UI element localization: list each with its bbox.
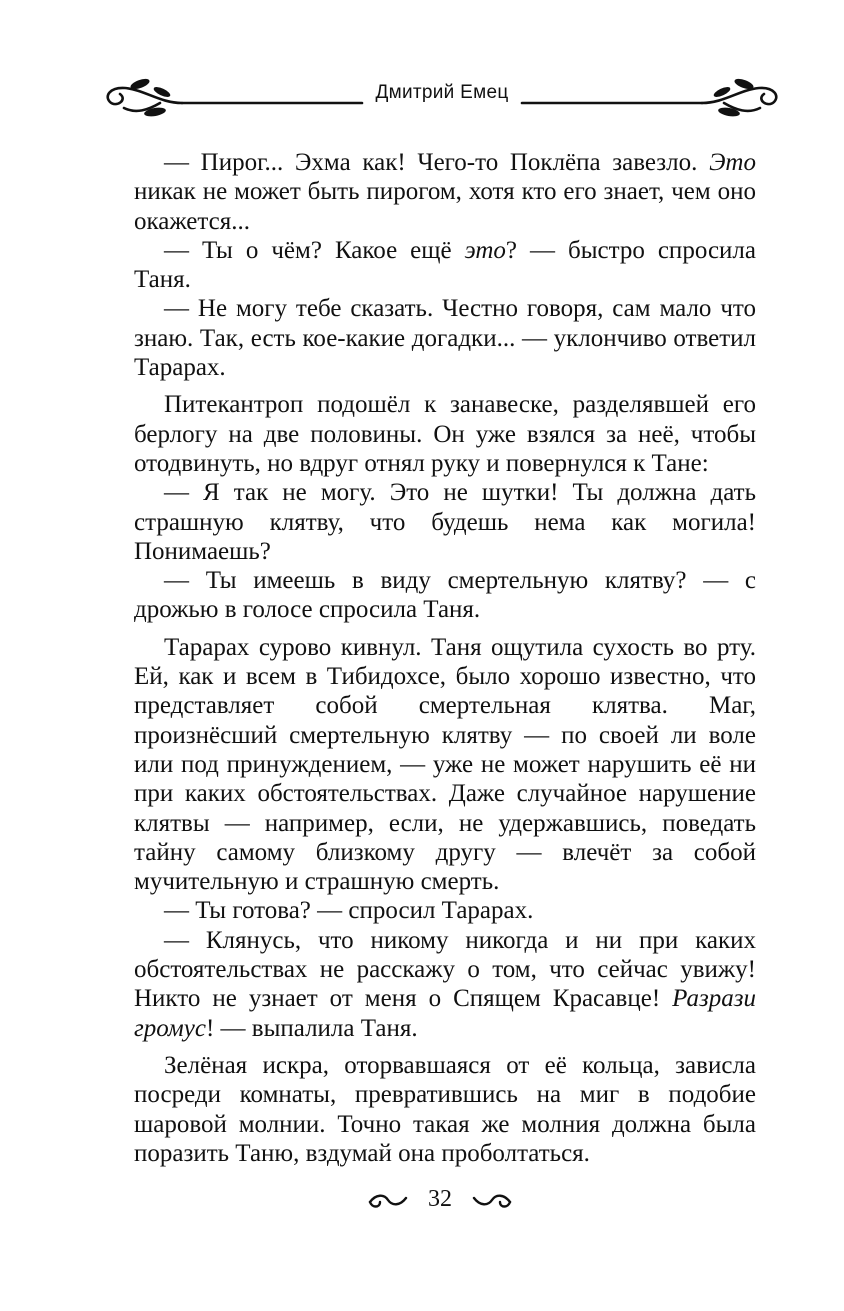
paragraph xyxy=(134,478,756,566)
running-header xyxy=(100,70,784,130)
paragraph xyxy=(134,294,756,382)
italic-text: это xyxy=(464,236,506,264)
text-run: — Не могу тебе сказать. Честно говоря, сам мало что знаю. Так, есть кое-какие догадки... — уклончиво ответил Тарарах. xyxy=(134,295,756,382)
text-run: ? — быстро спросила Таня. xyxy=(134,236,756,294)
page-footer xyxy=(360,1180,520,1220)
paragraph xyxy=(134,926,756,1043)
text-run: Питекантроп подошёл к занавеске, разделявшей его берлогу на две половины. Он уже взялся за неё, чтобы отодвинуть, но вдруг отнял руку и повернулся к Тане: xyxy=(134,391,756,477)
paragraph xyxy=(134,566,756,625)
text-run: — Пирог... Эхма как! Чего-то Поклёпа завезло. xyxy=(164,149,710,176)
italic-text: Это xyxy=(709,149,756,176)
text-run: — Я так не могу. Это не шутки! Ты должна дать страшную клятву, что будешь нема как могила! Понимаешь? xyxy=(134,479,756,565)
text-run: — Клянусь, что никому никогда и ни при каких обстоятельствах не расскажу о том, что сейчас увижу! Никто не узнает от меня о Спящем Красавце! xyxy=(134,926,756,1013)
text-run: — Ты готова? — спросил Тарарах. xyxy=(164,897,534,925)
text-run: Зелёная искра, оторвавшаяся от её кольца, зависла посреди комнаты, превратившись на миг в подобие шаровой молнии. Точно такая же молния должна была поразить Таню, вздумай она проболтаться. xyxy=(134,1051,756,1167)
text-run: Тарарах сурово кивнул. Таня ощутила сухость во рту. Ей, как и всем в Тибидохсе, было хорошо известно, что представляет собой смертельная клятва. Маг, произнёсший смертельную клятву — по своей ли воле или под принуждением, — уже не может нарушить её ни при каких обстоятельствах. Даже случайное нарушение клятвы — например, если, не удержавшись, поведать тайну самому близкому другу — влечёт за собой мучительную и страшную смерть. xyxy=(134,633,756,896)
page-number: 32 xyxy=(428,1186,452,1212)
paragraph xyxy=(134,236,756,295)
paragraph xyxy=(134,1051,756,1168)
paragraph xyxy=(134,633,756,897)
author-name: Дмитрий Емец xyxy=(375,82,509,103)
paragraph xyxy=(134,896,756,925)
text-run: — Ты о чём? Какое ещё xyxy=(164,236,465,264)
text-run: ! — выпалила Таня. xyxy=(205,1014,418,1042)
text-run: никак не может быть пирогом, хотя кто его знает, чем оно окажется... xyxy=(134,178,756,235)
paragraph xyxy=(134,390,756,478)
paragraph xyxy=(134,148,756,236)
italic-text: Разрази громус xyxy=(134,985,756,1042)
page-body-text xyxy=(134,148,756,1168)
text-run: — Ты имеешь в виду смертельную клятву? — с дрожью в голосе спросила Таня. xyxy=(134,567,756,624)
